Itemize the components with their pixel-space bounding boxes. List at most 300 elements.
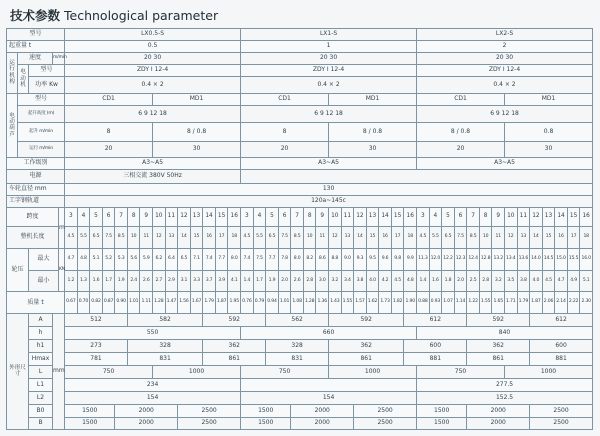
wheel-load-max-value: 7.4 — [203, 248, 216, 270]
wheel-load-max-value: 12.3 — [454, 248, 467, 270]
dimension-value: 592 — [203, 313, 266, 326]
wheel-load-max-value: 9.8 — [391, 248, 404, 270]
beam-length-value: 10 — [479, 227, 492, 249]
beam-length-value: 16 — [379, 227, 392, 249]
weight-value: 1.79 — [517, 292, 530, 314]
dimension-value: 2500 — [530, 417, 593, 429]
wheel-label: 车轮直径 mm — [7, 183, 65, 195]
wheel-load-max-value: 8.0 — [291, 248, 304, 270]
wheel-load-max-value: 5.6 — [127, 248, 140, 270]
beam-length-value: 17 — [391, 227, 404, 249]
beam-length-value: 4.5 — [65, 227, 78, 249]
hoist-type-value: MD1 — [329, 93, 417, 105]
wheel-load-min-value: 4.9 — [567, 270, 580, 292]
dimension-value: 273 — [65, 339, 128, 352]
weight-value: 1.62 — [366, 292, 379, 314]
travel-speed-label: 速度 — [18, 52, 53, 64]
dimension-value: 582 — [127, 313, 202, 326]
beam-length-value: 11 — [492, 227, 505, 249]
wheel-load-min-value: 1.7 — [102, 270, 115, 292]
span-value: 11 — [165, 207, 178, 227]
hoist-lift-speed-value: 8 / 0.8 — [329, 123, 417, 141]
span-value: 9 — [492, 207, 505, 227]
beam-length-value: 5.5 — [253, 227, 266, 249]
dimension-label: A — [29, 313, 53, 326]
dimension-value: 562 — [266, 313, 329, 326]
dimension-label: L1 — [29, 378, 53, 391]
beam-length-value: 16 — [203, 227, 216, 249]
hoist-lift-speed-value: 8 / 0.8 — [417, 123, 505, 141]
dimension-label: h — [29, 326, 53, 339]
wheel-load-min-value: 2.8 — [303, 270, 316, 292]
span-value: 15 — [215, 207, 228, 227]
wheel-load-min-value: 1.7 — [253, 270, 266, 292]
wheel-load-min-value: 2.6 — [291, 270, 304, 292]
hoist-lift-speed-value: 0.8 — [504, 123, 592, 141]
wheel-load-min-value: 2.8 — [479, 270, 492, 292]
parameter-table — [6, 28, 593, 430]
wheel-load-max-value: 5.3 — [115, 248, 128, 270]
dimension-value: 1500 — [417, 417, 467, 429]
span-value: 8 — [127, 207, 140, 227]
beam-length-value: 8.5 — [291, 227, 304, 249]
dimension-value: 1500 — [65, 404, 115, 417]
span-value: 12 — [354, 207, 367, 227]
travel-type-value: ZDY I 12-4 — [65, 64, 241, 76]
hoist-lift-speed-value: 8 / 0.8 — [153, 123, 241, 141]
span-value: 7 — [115, 207, 128, 227]
dimension-value: 362 — [329, 339, 404, 352]
span-value: 5 — [266, 207, 279, 227]
travel-speed-value: 20 30 — [417, 52, 593, 64]
beam-length-value: 6.5 — [90, 227, 103, 249]
span-value: 16 — [580, 207, 593, 227]
wheel-load-max-value: 7.7 — [266, 248, 279, 270]
dimension-value: 2500 — [178, 417, 241, 429]
dimension-value: 234 — [65, 378, 241, 391]
wheel-load-min-value: 1.8 — [442, 270, 455, 292]
dimension-value: 1500 — [241, 404, 291, 417]
wheel-load-max-value: 7.7 — [215, 248, 228, 270]
hoist-height-value: 6 9 12 18 — [241, 105, 417, 122]
power-supply-label: 电源 — [7, 169, 65, 183]
weight-value: 1.55 — [479, 292, 492, 314]
wheel-load-min-value: 3.8 — [354, 270, 367, 292]
wheel-load-max-value: 9.3 — [354, 248, 367, 270]
wheel-load-min-value: 3.3 — [190, 270, 203, 292]
dimension-value: 328 — [127, 339, 202, 352]
wheel-load-min-value: 1.9 — [115, 270, 128, 292]
wheel-load-min-value: 2.0 — [278, 270, 291, 292]
travel-type-value: ZDY I 12-4 — [417, 64, 593, 76]
travel-type-label: 型号 — [29, 64, 65, 76]
capacity-value: 1 — [241, 40, 417, 52]
dimension-value: 600 — [404, 339, 467, 352]
model-header: LX1-S — [241, 29, 417, 41]
capacity-value: 2 — [417, 40, 593, 52]
beam-length-value: 7.5 — [278, 227, 291, 249]
dimension-value: 1000 — [504, 365, 592, 378]
wheel-load-max-value: 16.0 — [580, 248, 593, 270]
travel-group-label: 运行机构 — [7, 52, 18, 93]
wheel-load-min-value: 1.9 — [266, 270, 279, 292]
beam-length-value: 10 — [127, 227, 140, 249]
span-label: 跨度 — [7, 207, 59, 227]
dimension-value: 362 — [467, 339, 530, 352]
wheel-load-min-value: 2.5 — [467, 270, 480, 292]
beam-length-value: 10 — [303, 227, 316, 249]
span-value: 11 — [341, 207, 354, 227]
span-value: 13 — [190, 207, 203, 227]
beam-length-value: 16 — [555, 227, 568, 249]
hoist-type-value: MD1 — [504, 93, 592, 105]
dimension-value: 881 — [404, 352, 467, 365]
beam-length-value: 14 — [530, 227, 543, 249]
wheel-load-min-value: 4.0 — [530, 270, 543, 292]
weight-value: 1.14 — [454, 292, 467, 314]
wheel-load-max-value: 8.6 — [316, 248, 329, 270]
power-supply-value: 三相交流 380V 50Hz — [65, 169, 241, 183]
beam-length-value: 6.5 — [266, 227, 279, 249]
travel-power-label: 功率 Kw — [29, 76, 65, 93]
wheel-load-max-value: 9.6 — [379, 248, 392, 270]
weight-value: 1.57 — [354, 292, 367, 314]
wheel-load-min-value: 3.0 — [316, 270, 329, 292]
wheel-load-max-value: 9.9 — [404, 248, 417, 270]
beam-length-value: 15 — [542, 227, 555, 249]
beam-length-value: 12 — [504, 227, 517, 249]
weight-value: 0.76 — [241, 292, 254, 314]
weight-value: 1.47 — [165, 292, 178, 314]
hoist-run-speed-value: 30 — [504, 141, 592, 157]
dimension-value: 2500 — [354, 417, 417, 429]
weight-value: 0.79 — [253, 292, 266, 314]
hoist-lift-speed-value: 8 — [65, 123, 153, 141]
wheel-load-max-value: 7.4 — [241, 248, 254, 270]
dimension-value: 277.5 — [417, 378, 593, 391]
duty-value: A3~A5 — [241, 157, 417, 169]
span-value: 6 — [102, 207, 115, 227]
beam-length-value: 11 — [140, 227, 153, 249]
empty-cell — [241, 169, 593, 183]
beam-length-value: 18 — [404, 227, 417, 249]
travel-motor-label: 电动机 — [18, 64, 29, 93]
wheel-load-max-value: 13.2 — [492, 248, 505, 270]
capacity-label: 起重量 t — [7, 40, 65, 52]
wheel-load-min-value: 2.9 — [165, 270, 178, 292]
wheel-load-min-value: 4.7 — [555, 270, 568, 292]
dimension-value: 2500 — [178, 404, 241, 417]
wheel-load-group-label: 轮压 — [7, 248, 29, 291]
span-value: 14 — [379, 207, 392, 227]
beam-length-value: 5.5 — [77, 227, 90, 249]
dimension-value: 831 — [127, 352, 202, 365]
weight-value: 0.88 — [417, 292, 430, 314]
dimension-value: 781 — [65, 352, 128, 365]
wheel-load-min-value: 1.4 — [241, 270, 254, 292]
span-value: 3 — [241, 207, 254, 227]
weight-value: 2.06 — [542, 292, 555, 314]
span-value: 9 — [140, 207, 153, 227]
span-value: 5 — [442, 207, 455, 227]
wheel-load-min-value: 4.0 — [366, 270, 379, 292]
span-value: 3 — [417, 207, 430, 227]
span-value: 13 — [542, 207, 555, 227]
span-value: 8 — [303, 207, 316, 227]
span-value: 4 — [253, 207, 266, 227]
wheel-load-max-value: 14.5 — [542, 248, 555, 270]
wheel-load-max-value: 6.2 — [153, 248, 166, 270]
wheel-load-min-value: 1.4 — [417, 270, 430, 292]
beam-length-value: 4.5 — [241, 227, 254, 249]
beam-length-value: 17 — [215, 227, 228, 249]
wheel-load-max-value: 8.2 — [303, 248, 316, 270]
hoist-type-label: 型号 — [18, 93, 65, 105]
dimension-value — [241, 378, 417, 391]
dimension-value: 2000 — [115, 404, 178, 417]
wheel-load-min-value: 4.5 — [542, 270, 555, 292]
title-en: Technological parameter — [64, 8, 219, 23]
beam-length-value: 12 — [153, 227, 166, 249]
span-value: 13 — [366, 207, 379, 227]
wheel-load-max-value: 15.5 — [567, 248, 580, 270]
duty-label: 工作级别 — [7, 157, 65, 169]
weight-value: 1.07 — [442, 292, 455, 314]
span-value: 8 — [479, 207, 492, 227]
beam-length-value: 13 — [165, 227, 178, 249]
weight-value: 0.94 — [266, 292, 279, 314]
dimension-value: 831 — [266, 352, 329, 365]
model-header: LX2-S — [417, 29, 593, 41]
dimension-value: 861 — [467, 352, 530, 365]
dimension-value: 750 — [241, 365, 329, 378]
hoist-run-speed-value: 30 — [329, 141, 417, 157]
dimension-label: L — [29, 365, 53, 378]
duty-value: A3~A5 — [417, 157, 593, 169]
hoist-type-value: MD1 — [153, 93, 241, 105]
dimension-value: 861 — [329, 352, 404, 365]
track-label: 工字钢轨道 — [7, 195, 65, 207]
weight-value: 1.28 — [153, 292, 166, 314]
beam-length-value: 15 — [366, 227, 379, 249]
wheel-load-min-value: 3.7 — [203, 270, 216, 292]
hoist-run-speed-value: 20 — [65, 141, 153, 157]
weight-value: 0.90 — [115, 292, 128, 314]
dimension-value: 861 — [203, 352, 266, 365]
wheel-load-max-value: 5.9 — [140, 248, 153, 270]
travel-power-value: 0.4 × 2 — [241, 76, 417, 93]
wheel-load-max-value: 4.8 — [77, 248, 90, 270]
beam-length-value: 7.5 — [454, 227, 467, 249]
span-value: 10 — [329, 207, 342, 227]
span-unit: m — [59, 207, 65, 248]
span-value: 14 — [555, 207, 568, 227]
beam-length-value: 14 — [178, 227, 191, 249]
wheel-load-max-value: 15.0 — [555, 248, 568, 270]
beam-length-value: 18 — [580, 227, 593, 249]
span-value: 16 — [228, 207, 241, 227]
wheel-load-min-value: 1.6 — [90, 270, 103, 292]
beam-length-label: 整机长度 — [7, 227, 59, 249]
wheel-load-max-value: 7.1 — [190, 248, 203, 270]
travel-speed-value: 20 30 — [241, 52, 417, 64]
dimension-value: 1500 — [417, 404, 467, 417]
hoist-lift-speed-label: 起升 m/min — [18, 123, 65, 141]
wheel-load-max-value: 12.0 — [429, 248, 442, 270]
wheel-load-min-value: 3.4 — [341, 270, 354, 292]
dimension-value: 2500 — [354, 404, 417, 417]
weight-value: 0.93 — [429, 292, 442, 314]
span-value: 4 — [429, 207, 442, 227]
wheel-value: 130 — [65, 183, 593, 195]
wheel-load-min-value: 3.1 — [178, 270, 191, 292]
hoist-type-value: CD1 — [65, 93, 153, 105]
hoist-run-speed-value: 30 — [153, 141, 241, 157]
wheel-load-unit: KN — [59, 248, 65, 291]
dimension-value: 600 — [530, 339, 593, 352]
wheel-load-min-label: 最小 — [29, 270, 59, 292]
dimension-value: 1500 — [241, 417, 291, 429]
dimensions-group-label: 外形尺寸 — [7, 313, 29, 429]
wheel-load-min-value: 1.6 — [429, 270, 442, 292]
weight-value: 1.90 — [404, 292, 417, 314]
weight-value: 1.11 — [140, 292, 153, 314]
wheel-load-min-value: 5.1 — [580, 270, 593, 292]
hoist-lift-speed-value: 8 — [241, 123, 329, 141]
model-header: LX0.5-S — [65, 29, 241, 41]
beam-length-value: 7.5 — [102, 227, 115, 249]
dimension-value: 2000 — [467, 404, 530, 417]
dimension-label: B0 — [29, 404, 53, 417]
span-value: 6 — [278, 207, 291, 227]
hoist-run-speed-value: 20 — [417, 141, 505, 157]
span-value: 10 — [153, 207, 166, 227]
wheel-load-min-value: 1.3 — [77, 270, 90, 292]
dimension-value: 2000 — [291, 404, 354, 417]
dimension-value: 2000 — [291, 417, 354, 429]
wheel-load-min-value: 2.7 — [153, 270, 166, 292]
hoist-height-label: 起升高度 (m) — [18, 105, 65, 122]
span-value: 7 — [467, 207, 480, 227]
weight-value: 1.67 — [190, 292, 203, 314]
beam-length-value: 15 — [190, 227, 203, 249]
dimension-value: 2000 — [115, 417, 178, 429]
beam-length-value: 18 — [228, 227, 241, 249]
dimension-value: 2500 — [530, 404, 593, 417]
wheel-load-max-value: 12.8 — [479, 248, 492, 270]
wheel-load-max-value: 6.5 — [178, 248, 191, 270]
hoist-height-value: 6 9 12 18 — [65, 105, 241, 122]
dimension-value: 612 — [530, 313, 593, 326]
weight-value: 1.56 — [178, 292, 191, 314]
span-value: 15 — [567, 207, 580, 227]
dimension-value: 152.5 — [417, 391, 593, 404]
dimension-value: 1000 — [153, 365, 241, 378]
wheel-load-max-value: 12.4 — [467, 248, 480, 270]
wheel-load-min-value: 4.2 — [379, 270, 392, 292]
weight-value: 1.87 — [215, 292, 228, 314]
travel-power-value: 0.4 × 2 — [65, 76, 241, 93]
wheel-load-max-value: 13.6 — [517, 248, 530, 270]
weight-value: 1.55 — [341, 292, 354, 314]
dimension-value: 550 — [65, 326, 241, 339]
weight-value: 1.08 — [291, 292, 304, 314]
weight-value: 1.65 — [492, 292, 505, 314]
duty-value: A3~A5 — [65, 157, 241, 169]
travel-speed-unit: m/min — [53, 52, 65, 64]
wheel-load-max-value: 8.8 — [329, 248, 342, 270]
beam-length-value: 17 — [567, 227, 580, 249]
span-value: 12 — [530, 207, 543, 227]
hoist-height-value: 6 9 12 18 — [417, 105, 593, 122]
dimension-value: 154 — [65, 391, 241, 404]
weight-value: 1.22 — [467, 292, 480, 314]
dimension-label: B — [29, 417, 53, 429]
wheel-load-max-value: 13.4 — [504, 248, 517, 270]
weight-value: 1.79 — [203, 292, 216, 314]
beam-length-value: 11 — [316, 227, 329, 249]
track-value: 120a~145c — [65, 195, 593, 207]
dimension-value: 328 — [266, 339, 329, 352]
travel-power-value: 0.4 × 2 — [417, 76, 593, 93]
hoist-run-speed-value: 20 — [241, 141, 329, 157]
dimension-value: 1500 — [65, 417, 115, 429]
weight-value: 2.22 — [567, 292, 580, 314]
span-value: 11 — [517, 207, 530, 227]
dimension-label: Hmax — [29, 352, 53, 365]
span-value: 3 — [65, 207, 78, 227]
wheel-load-max-value: 9.0 — [341, 248, 354, 270]
dimension-value: 592 — [467, 313, 530, 326]
weight-label: 质量 t — [7, 292, 65, 314]
dimensions-unit: mm — [53, 313, 65, 429]
dimension-label: h1 — [29, 339, 53, 352]
dimension-value: 512 — [65, 313, 128, 326]
dimension-value: 154 — [241, 391, 417, 404]
dimension-value: 750 — [417, 365, 505, 378]
beam-length-value: 5.5 — [429, 227, 442, 249]
dimension-value: 881 — [530, 352, 593, 365]
page-title — [10, 6, 218, 24]
weight-value: 1.01 — [127, 292, 140, 314]
weight-value: 0.87 — [102, 292, 115, 314]
weight-value: 1.71 — [504, 292, 517, 314]
dimension-value: 840 — [417, 326, 593, 339]
dimension-value: 2000 — [467, 417, 530, 429]
travel-speed-value: 20 30 — [65, 52, 241, 64]
wheel-load-max-value: 14.0 — [530, 248, 543, 270]
weight-value: 1.43 — [329, 292, 342, 314]
span-value: 10 — [504, 207, 517, 227]
dimension-value: 660 — [241, 326, 417, 339]
weight-value: 1.73 — [379, 292, 392, 314]
span-value: 5 — [90, 207, 103, 227]
wheel-load-min-value: 3.2 — [492, 270, 505, 292]
dimension-value: 362 — [203, 339, 266, 352]
hoist-group-label: 电动葫芦 — [7, 93, 18, 157]
span-value: 7 — [291, 207, 304, 227]
wheel-load-max-value: 7.5 — [253, 248, 266, 270]
model-label: 型号 — [7, 29, 65, 41]
wheel-load-min-value: 2.4 — [127, 270, 140, 292]
weight-value: 2.14 — [555, 292, 568, 314]
wheel-load-max-value: 5.2 — [102, 248, 115, 270]
wheel-load-max-value: 12.2 — [442, 248, 455, 270]
dimension-label: L2 — [29, 391, 53, 404]
wheel-load-max-value: 6.4 — [165, 248, 178, 270]
weight-value: 1.82 — [391, 292, 404, 314]
beam-length-value: 12 — [329, 227, 342, 249]
